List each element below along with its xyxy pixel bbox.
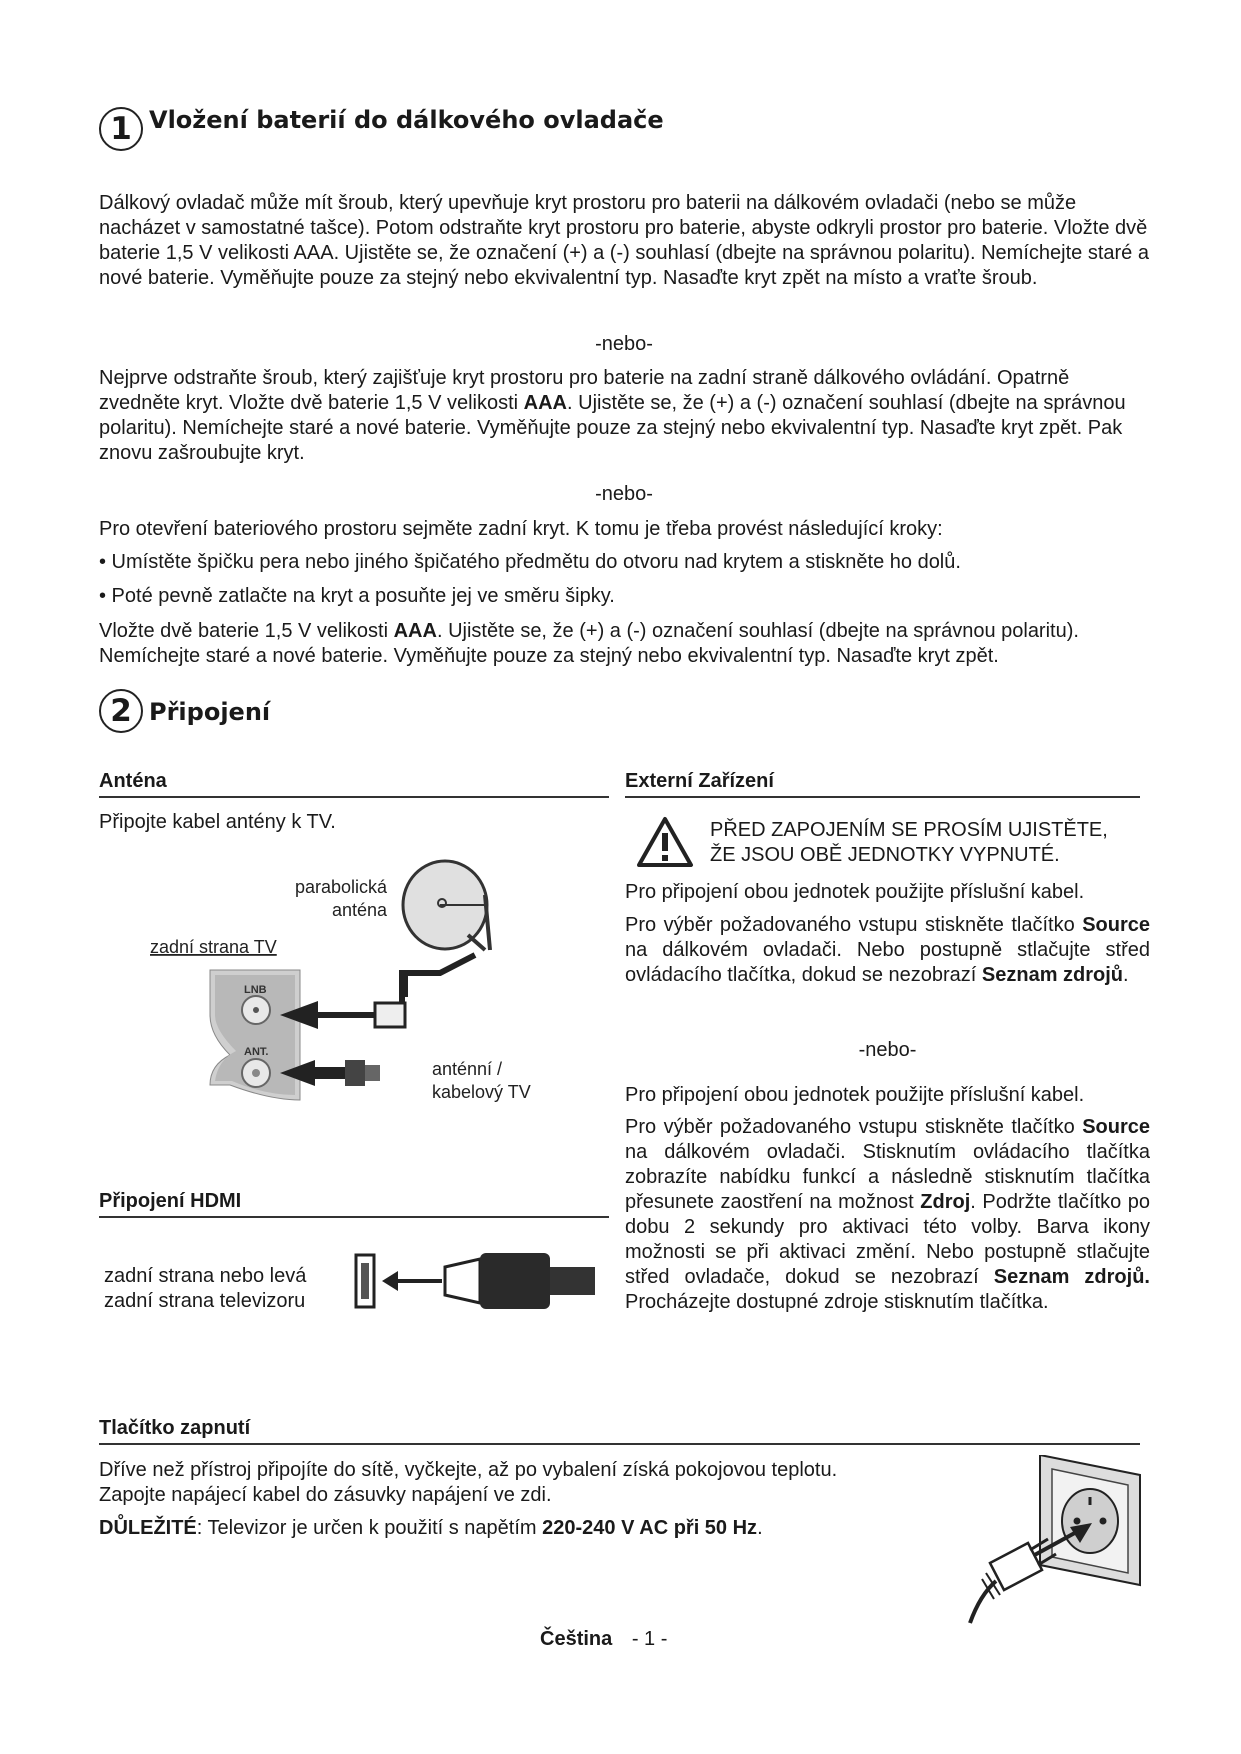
external-heading: Externí Zařízení [625,770,1140,798]
plug-body [990,1543,1042,1590]
power-heading: Tlačítko zapnutí [99,1417,1140,1445]
lnb-port-pin [253,1007,259,1013]
hdmi-plug-tip [445,1259,480,1303]
antenna-heading: Anténa [99,770,609,798]
socket-hole [1074,1518,1081,1525]
section-title: Vložení baterií do dálkového ovladače [149,106,664,134]
warning-icon [636,816,694,868]
warning-line1: PŘED ZAPOJENÍM SE PROSÍM UJISTĚTE, [710,819,1108,841]
antenna-text: Připojte kabel antény k TV. [99,811,336,833]
paragraph: Vložte dvě baterie 1,5 V velikosti AAA. Ujistěte se, že (+) a (-) označení souhlasí (dbejte na správnou polaritu). Nemíchejte staré a nové baterie. Vyměňujte pouze za stejný nebo ekvivalentní typ. Nasaďte kryt zpět. [99,620,1079,667]
paragraph: Pro připojení obou jednotek použijte příslušní kabel. [625,1084,1085,1106]
footer [540,1628,667,1651]
hdmi-port-inner [361,1263,369,1299]
hdmi-label-line2: zadní strana televizoru [104,1290,306,1312]
dish-label-line2: anténa [331,900,387,920]
footer-language: Čeština [540,1628,613,1650]
ant-connector [345,1060,365,1086]
section-number-badge: 2 [99,689,143,733]
bullet-item: • Umístěte špičku pera nebo jiného špičatého předmětu do otvoru nad krytem a stiskněte ho dolů. [99,551,961,573]
cable-label-line1: anténní / [432,1059,503,1079]
power-line2: Zapojte napájecí kabel do zásuvky napájení ve zdi. [99,1484,552,1506]
power-plug-diagram [960,1455,1150,1630]
plug-cable [970,1581,996,1623]
section-1-header [99,107,664,151]
dish-label-line1: parabolická [294,877,387,897]
hdmi-arrow-head [382,1271,398,1291]
antenna-diagram [140,855,560,1140]
footer-page: - 1 - [631,1628,668,1650]
hdmi-heading: Připojení HDMI [99,1190,609,1218]
hdmi-label-line1: zadní strana nebo levá [104,1265,307,1287]
power-line1: Dříve než přístroj připojíte do sítě, vyčkejte, až po vybalení získá pokojovou teplotu. [99,1459,838,1481]
paragraph: Pro výběr požadovaného vstupu stiskněte tlačítko Source na dálkovém ovladači. Stisknutím ovládacího tlačítka zobrazíte nabídku funkcí a následně stisknutím tlačítka přesunete zaostření na možnost Zdroj. Podržte tlačítko po dobu 2 sekundy pro aktivaci této volby. Barva ikony možnosti se při aktivaci změní. Nebo postupně stlačujte střed ovladače, dokud se nezobrazí Seznam zdrojů. Procházejte dostupné zdroje stisknutím tlačítka. [625,1116,1151,1313]
section-title: Připojení [149,698,271,726]
cable-label-line2: kabelový TV [432,1082,531,1102]
or-separator: -nebo- [858,1039,917,1061]
ant-cable [310,1067,350,1079]
bullet-item: • Poté pevně zatlačte na kryt a posuňte jej ve směru šipky. [99,585,615,607]
paragraph: Pro připojení obou jednotek použijte příslušní kabel. [625,881,1085,903]
paragraph: Pro otevření bateriového prostoru sejměte zadní kryt. K tomu je třeba provést následující kroky: [99,518,943,540]
lnb-connector [375,1003,405,1027]
or-separator: -nebo- [595,333,653,355]
tv-back-label: zadní strana TV [150,937,277,957]
hdmi-cable [550,1267,595,1295]
hdmi-diagram [350,1245,600,1320]
ant-port-label: ANT. [244,1046,269,1058]
paragraph: Nejprve odstraňte šroub, který zajišťuje kryt prostoru pro baterie na zadní straně dálkového ovládání. Opatrně zvedněte kryt. Vložte dvě baterie 1,5 V velikosti AAA. Ujistěte se, že (+) a (-) označení souhlasí (dbejte na správnou polaritu). Nemíchejte staré a nové baterie. Vyměňujte pouze za stejný nebo ekvivalentní typ. Nasaďte kryt zpět. Pak znovu zašroubujte kryt. [99,367,1126,464]
power-important: DŮLEŽITÉ: Televizor je určen k použití s napětím 220-240 V AC při 50 Hz. [99,1517,763,1539]
paragraph: Dálkový ovladač může mít šroub, který upevňuje kryt prostoru pro baterii na dálkovém ovladači (nebo se může nacházet v samostatné tašce). Potom odstraňte kryt prostoru pro baterie, abyste odkryli prostor pro baterie. Vložte dvě baterie 1,5 V velikosti AAA. Ujistěte se, že označení (+) a (-) souhlasí (dbejte na správnou polaritu). Nemíchejte staré a nové baterie. Vyměňujte pouze za stejný nebo ekvivalentní typ. Nasaďte kryt zpět na místo a vraťte šroub. [99,192,1149,289]
section-number-badge: 1 [99,107,143,151]
section-2-header [99,689,270,733]
or-separator: -nebo- [595,483,653,505]
lnb-port-label: LNB [244,984,267,996]
socket-hole [1100,1518,1107,1525]
ant-connector-tail [365,1065,380,1081]
paragraph: Pro výběr požadovaného vstupu stiskněte tlačítko Source na dálkovém ovladači. Nebo postupně stlačujte střed ovládacího tlačítka, dokud se nezobrazí Seznam zdrojů. [625,914,1150,986]
hdmi-plug-body [480,1253,550,1309]
ant-port-pin [252,1069,260,1077]
warning-line2: ŽE JSOU OBĚ JEDNOTKY VYPNUTÉ. [710,844,1060,866]
